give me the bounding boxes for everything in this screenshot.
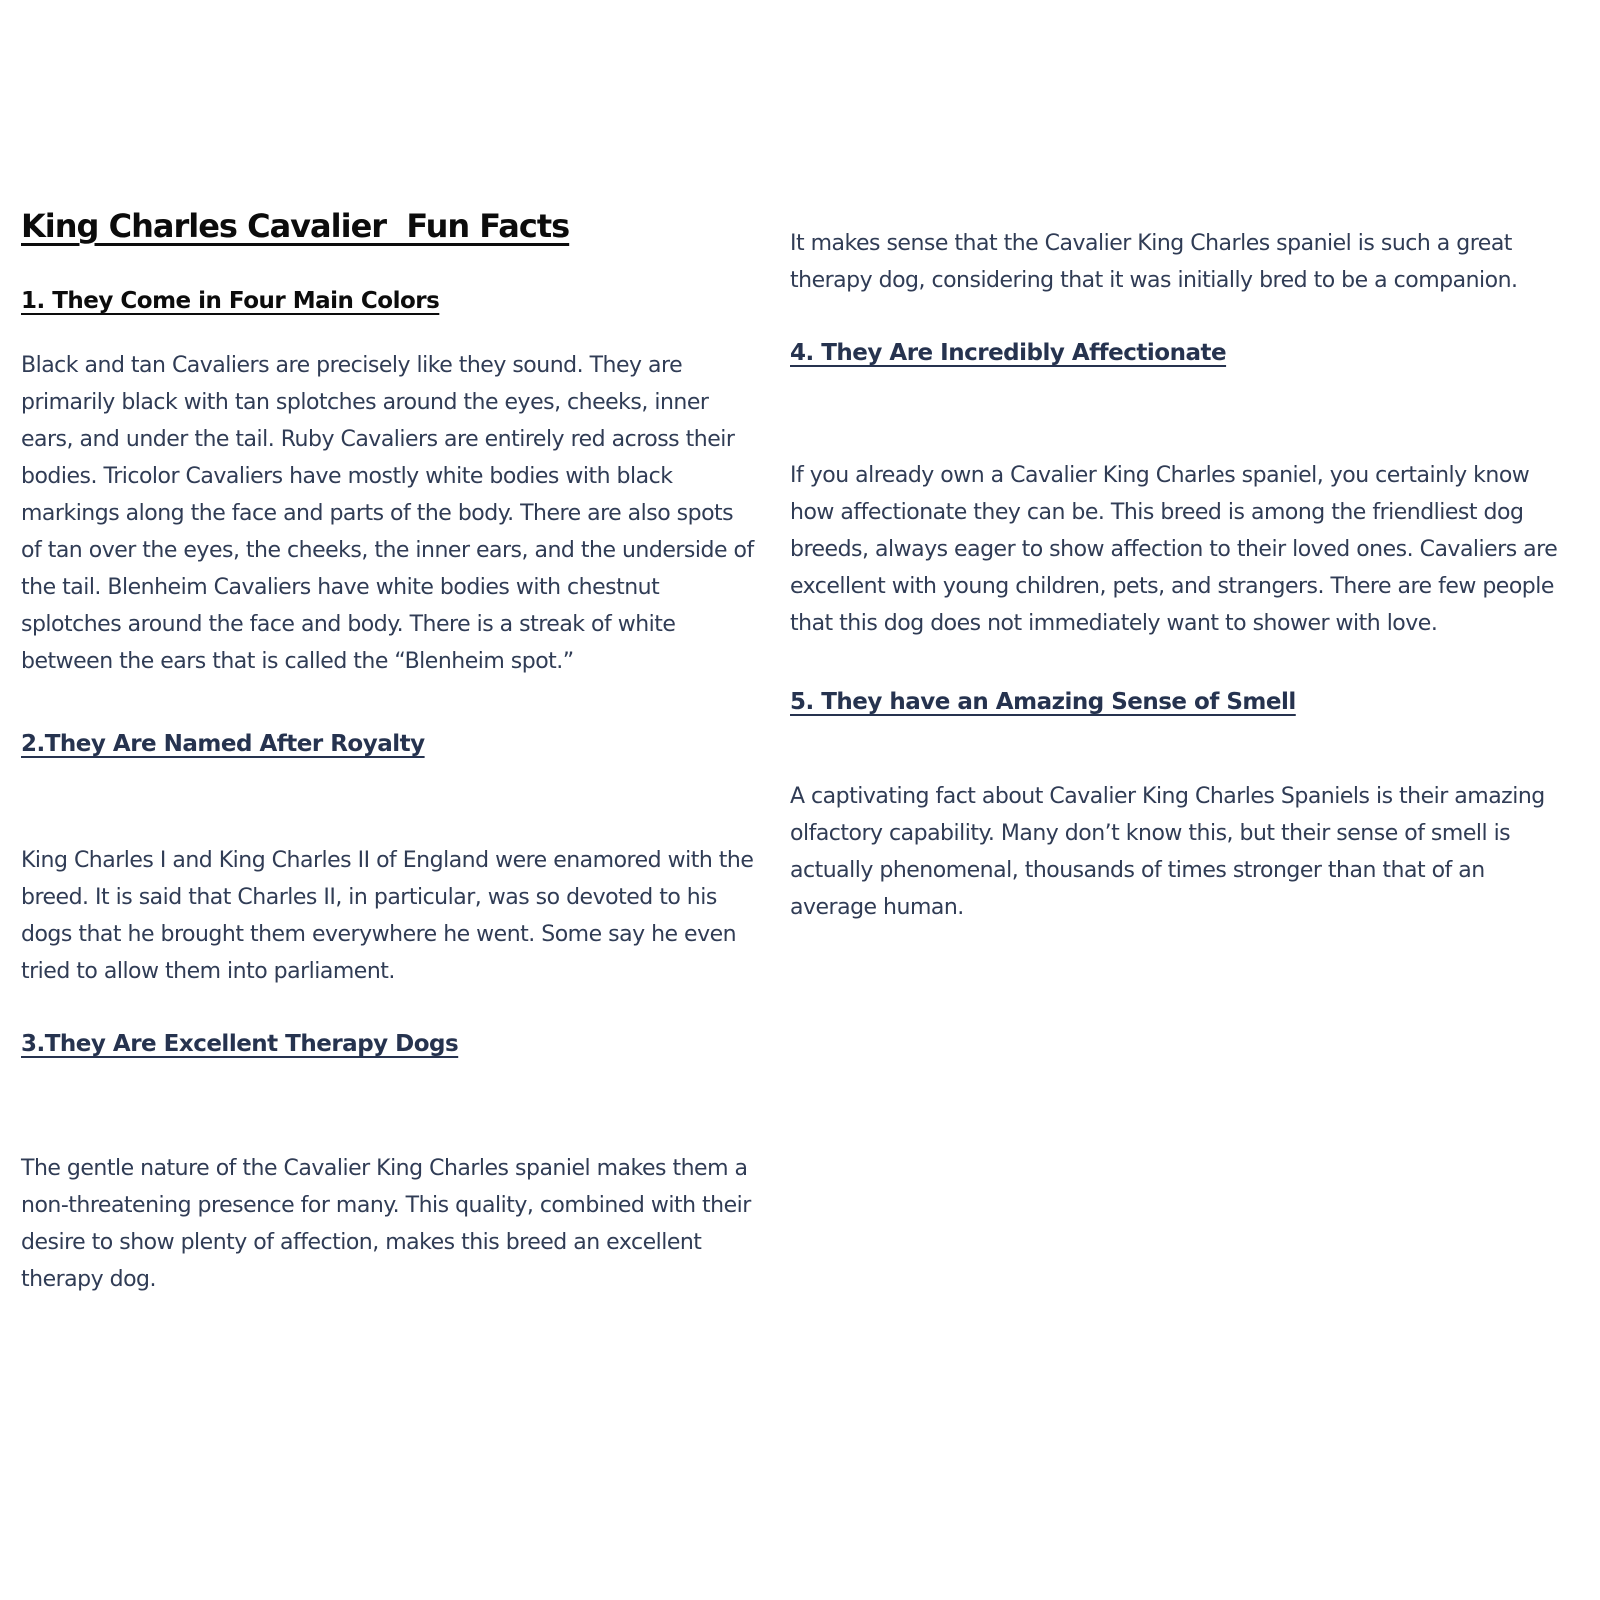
section-body-incredibly-affectionate: If you already own a Cavalier King Charles spaniel, you certainly know how affectionate they can be. This breed is among the friendliest dog breeds, always eager to show affection to their loved ones. Cavaliers are excellent with young children, pets, and strangers. There are few people that this dog does not immediately want to shower with love. bbox=[790, 463, 1558, 636]
section-heading-therapy-dogs: 3.They Are Excellent Therapy Dogs bbox=[21, 1031, 459, 1057]
page-title: King Charles Cavalier Fun Facts bbox=[21, 207, 570, 245]
left-column bbox=[21, 205, 758, 1298]
section-heading-named-after-royalty: 2.They Are Named After Royalty bbox=[21, 731, 425, 757]
section-body-therapy-dogs-continuation: It makes sense that the Cavalier King Charles spaniel is such a great therapy dog, considering that it was initially bred to be a companion. bbox=[790, 231, 1518, 293]
section-heading-four-main-colors: 1. They Come in Four Main Colors bbox=[21, 288, 440, 314]
section-heading-incredibly-affectionate: 4. They Are Incredibly Affectionate bbox=[790, 340, 1227, 366]
section-heading-amazing-sense-of-smell: 5. They have an Amazing Sense of Smell bbox=[790, 689, 1296, 715]
section-body-therapy-dogs: The gentle nature of the Cavalier King Charles spaniel makes them a non-threatening presence for many. This quality, combined with their desire to show plenty of affection, makes this breed an excellent therapy dog. bbox=[21, 1156, 751, 1292]
section-body-amazing-sense-of-smell: A captivating fact about Cavalier King Charles Spaniels is their amazing olfactory capability. Many don’t know this, but their sense of smell is actually phenomenal, thousands of times stronger than that of an average human. bbox=[790, 784, 1545, 920]
section-body-named-after-royalty: King Charles I and King Charles II of England were enamored with the breed. It is said that Charles II, in particular, was so devoted to his dogs that he brought them everywhere he went. Some say he even tried to allow them into parliament. bbox=[21, 848, 754, 984]
right-column bbox=[790, 225, 1562, 926]
section-body-four-main-colors: Black and tan Cavaliers are precisely like they sound. They are primarily black with tan splotches around the eyes, cheeks, inner ears, and under the tail. Ruby Cavaliers are entirely red across their bodies. Tricolor Cavaliers have mostly white bodies with black markings along the face and parts of the body. There are also spots of tan over the eyes, the cheeks, the inner ears, and the underside of the tail. Blenheim Cavaliers have white bodies with chestnut splotches around the face and body. There is a streak of white between the ears that is called the “Blenheim spot.” bbox=[21, 353, 754, 674]
